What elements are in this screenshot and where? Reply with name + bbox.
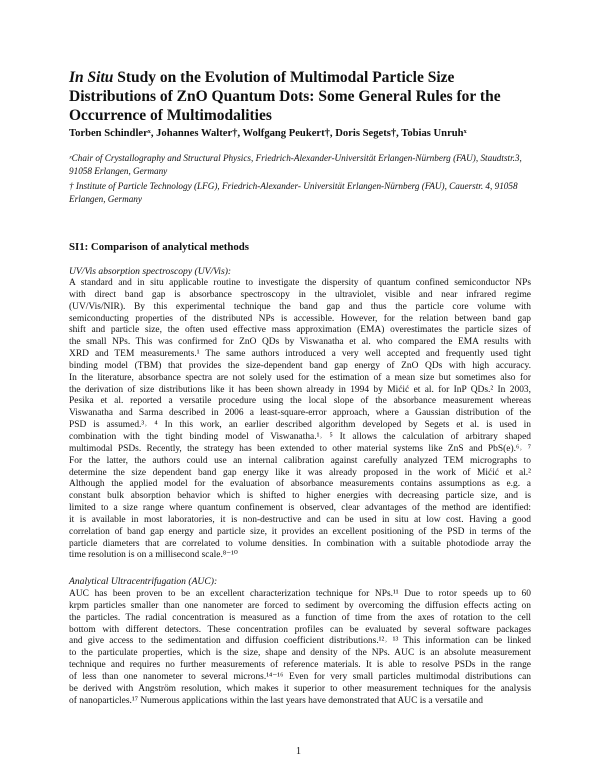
paragraph-uvvis-line: (UV/Vis/NIR). By this experimental technique the band gap and thus the particle core volume with [69,301,531,312]
paragraph-uvvis-line: For the latter, the authors could use an internal calibration against carefully analyzed TEM micrographs to [69,455,531,466]
paragraph-uvvis-line: semiconducting properties of the distributed NPs is accessible. However, for the relation between band gap [69,313,531,324]
paragraph-uvvis-line: A standard and in situ applicable routine to investigate the dispersity of quantum confined semiconductor NPs [69,278,531,288]
paragraph-auc-line: of nanoparticles.¹⁷ Numerous applications within the last years have demonstrated that AUC is a versatile and [69,695,483,706]
paragraph-uvvis-line: Viswanatha and Sarma described in 2006 a least-square-error approach, where a Gaussian distribution of the [69,408,531,419]
paragraph-uvvis-line: the small NPs. This was confirmed for ZnO QDs by Viswanatha et al. who compared the EMA results with [69,337,531,348]
section-heading: SI1: Comparison of analytical methods [69,241,249,253]
paragraph-auc-line: the particles. The radial concentration is measured as a function of time from the axes of rotation to the cell [69,612,531,623]
paragraph-auc-line: AUC has been proven to be an excellent characterization technique for NPs.¹¹ Due to rotor speeds up to 60 [69,589,531,599]
paragraph-uvvis-line: limited to a size range where quantum confinement is observed, clear advantages of the method are identified: [69,503,531,514]
paragraph-uvvis-line: multimodal PSDs. Recently, the strategy has been extended to other material systems like ZnS and PbS(e).⁶˒ ⁷ [69,443,531,454]
paragraph-uvvis-line: with direct band gap is absorbance spectroscopy in the ultraviolet, visible and near infrared regime [69,289,531,300]
paragraph-uvvis-line: time resolution is on a millisecond scale.⁸⁻¹⁰ [69,550,238,561]
paragraph-uvvis-line: the derivation of size distributions like it has been shown already in 1994 by Mićić et al. for InP QDs.² In 2003, [69,384,531,395]
subheading-auc: Analytical Ultracentrifugation (AUC): [69,576,218,587]
title-italic-part: In Situ [69,69,114,86]
paragraph-uvvis-line: XRD and TEM measurements.¹ The same authors introduced a very well accepted and frequently used tight [69,349,531,360]
paragraph-uvvis-line: PSD is assumed.³˒ ⁴ In this work, an earlier described algorithm developed by Segets et al. is used in [69,420,531,431]
paragraph-auc-line: technique and requires no further measurements of reference materials. It is able to resolve PSDs in the range [69,660,531,671]
paragraph-auc-line: krpm particles smaller than one nanometer are forced to sediment by overcoming the diffusion effects acting on [69,600,531,611]
paragraph-uvvis-line: it is available in most laboratories, it is non-destructive and can be used in situ at low cost. Having a good [69,514,531,525]
paragraph-uvvis-line: determine the size dependent band gap energy like it was already proposed in the work of Mićić et al.² [69,467,531,478]
paragraph-auc-line: be derived with Ångström resolution, which makes it superior to other measurement techniques for the analysis [69,683,531,694]
paragraph-uvvis-line: shift and particle size, the often used effective mass approximation (EMA) overestimates the particle sizes of [69,325,531,336]
paragraph-uvvis-line: In the literature, absorbance spectra are not solely used for the estimation of a mean size but sometimes also for [69,372,531,383]
paragraph-uvvis-line: combination with the tight binding model of Viswanatha.¹˒ ⁵ It allows the calculation of arbitrary shaped [69,431,531,442]
paragraph-uvvis-line: constant bulk absorption behavior which is shifted to higher energies with decreasing particle size, and is [69,491,531,502]
paper-title [69,68,539,125]
paragraph-uvvis-line: correlation of band gap energy and particle size, it provides an excellent positioning of the PSD in terms of the [69,526,531,537]
author-list: Torben Schindlerˣ, Johannes Walter†, Wolfgang Peukert†, Doris Segets†, Tobias Unruhˣ [69,128,467,139]
paragraph-auc-line: bottom with different detectors. These concentration profiles can be evaluated by several software packages [69,624,531,635]
title-main-part: Study on the Evolution of Multimodal Particle Size Distributions of ZnO Quantum Dots: Some General Rules for the Occurrence of Multimodalities [69,69,501,124]
paragraph-auc-line: and give access to the sedimentation and diffusion coefficient distributions.¹²˒ ¹³ This information can be linked [69,636,531,647]
paragraph-uvvis-line: Pesika et al. reported a versatile procedure using the local slope of the absorbance measurement whereas [69,396,531,407]
paragraph-auc-line: of less than one nanometer to several microns.¹⁴⁻¹⁶ Even for very small particles multimodal distributions can [69,671,531,682]
page-number: 1 [296,746,301,757]
subheading-uvvis: UV/Vis absorption spectroscopy (UV/Vis): [69,266,232,277]
paragraph-auc-line: to the particulate properties, which is the size, shape and density of the NPs. AUC is an absolute measurement [69,648,531,659]
affiliation-2: † Institute of Particle Technology (LFG), Friedrich-Alexander- Universität Erlangen-Nürnberg (FAU), Cauerstr. 4, 91058 Erlangen, Germany [69,181,518,204]
paragraph-uvvis-line: particle diameters that are correlated to volume densities. In combination with a suitable photodiode array the [69,538,531,549]
affiliation-1: ˣChair of Crystallography and Structural Physics, Friedrich-Alexander-Universität Erlangen-Nürnberg (FAU), Staudtstr.3, 91058 Erlangen, Germany [69,153,522,176]
paragraph-uvvis [69,278,531,562]
paragraph-uvvis-line: Although the applied model for the evaluation of absorbance measurements contains assumptions as e.g. a [69,479,531,490]
paragraph-uvvis-line: binding model (TBM) that provides the size-dependent band gap energy of ZnO QDs with high accuracy. [69,360,531,371]
paragraph-auc [69,589,531,707]
